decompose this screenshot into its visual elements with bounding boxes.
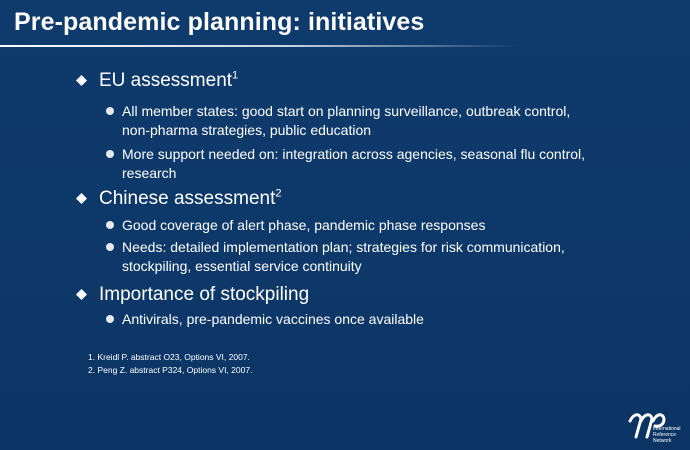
section-chinese-assessment [76, 188, 282, 210]
network-logo-icon [627, 407, 682, 443]
diamond-bullet-icon [76, 75, 87, 86]
section-heading: Importance of stockpiling [99, 284, 310, 305]
dot-bullet-icon [106, 315, 114, 323]
diamond-bullet-icon [76, 289, 87, 300]
bullet-item [106, 310, 586, 329]
dot-bullet-icon [106, 221, 114, 229]
section-eu-assessment [76, 70, 238, 92]
slide-title: Pre-pandemic planning: initiatives [14, 8, 425, 36]
dot-bullet-icon [106, 107, 114, 115]
bullet-item [106, 145, 586, 183]
bullet-text: Needs: detailed implementation plan; strategies for risk communication, stockpiling, essential service continuity [122, 239, 565, 274]
bullet-item [106, 216, 586, 235]
bullet-item [106, 238, 586, 276]
reference-item: 1. Kreidl P. abstract O23, Options VI, 2007. [88, 352, 250, 362]
logo-line: Network [653, 438, 672, 443]
diamond-bullet-icon [76, 193, 87, 204]
bullet-item [106, 102, 586, 140]
title-underline [0, 45, 520, 47]
dot-bullet-icon [106, 243, 114, 251]
bullet-text: All member states: good start on planning surveillance, outbreak control, non-pharma strategies, public education [122, 103, 571, 138]
bullet-text: More support needed on: integration across agencies, seasonal flu control, research [122, 146, 586, 181]
section-importance-of-stockpiling [76, 284, 309, 306]
reference-item: 2. Peng Z. abstract P324, Options VI, 2007. [88, 365, 253, 375]
bullet-text: Antivirals, pre-pandemic vaccines once available [122, 311, 424, 327]
references [88, 351, 252, 377]
logo-line: International [653, 426, 681, 432]
section-heading: EU assessment$^1$ [99, 69, 239, 91]
bullet-text: Good coverage of alert phase, pandemic phase responses [122, 217, 486, 233]
logo-line: Reference [653, 432, 677, 438]
dot-bullet-icon [106, 150, 114, 158]
section-heading: Chinese assessment$^2$ [99, 187, 282, 209]
